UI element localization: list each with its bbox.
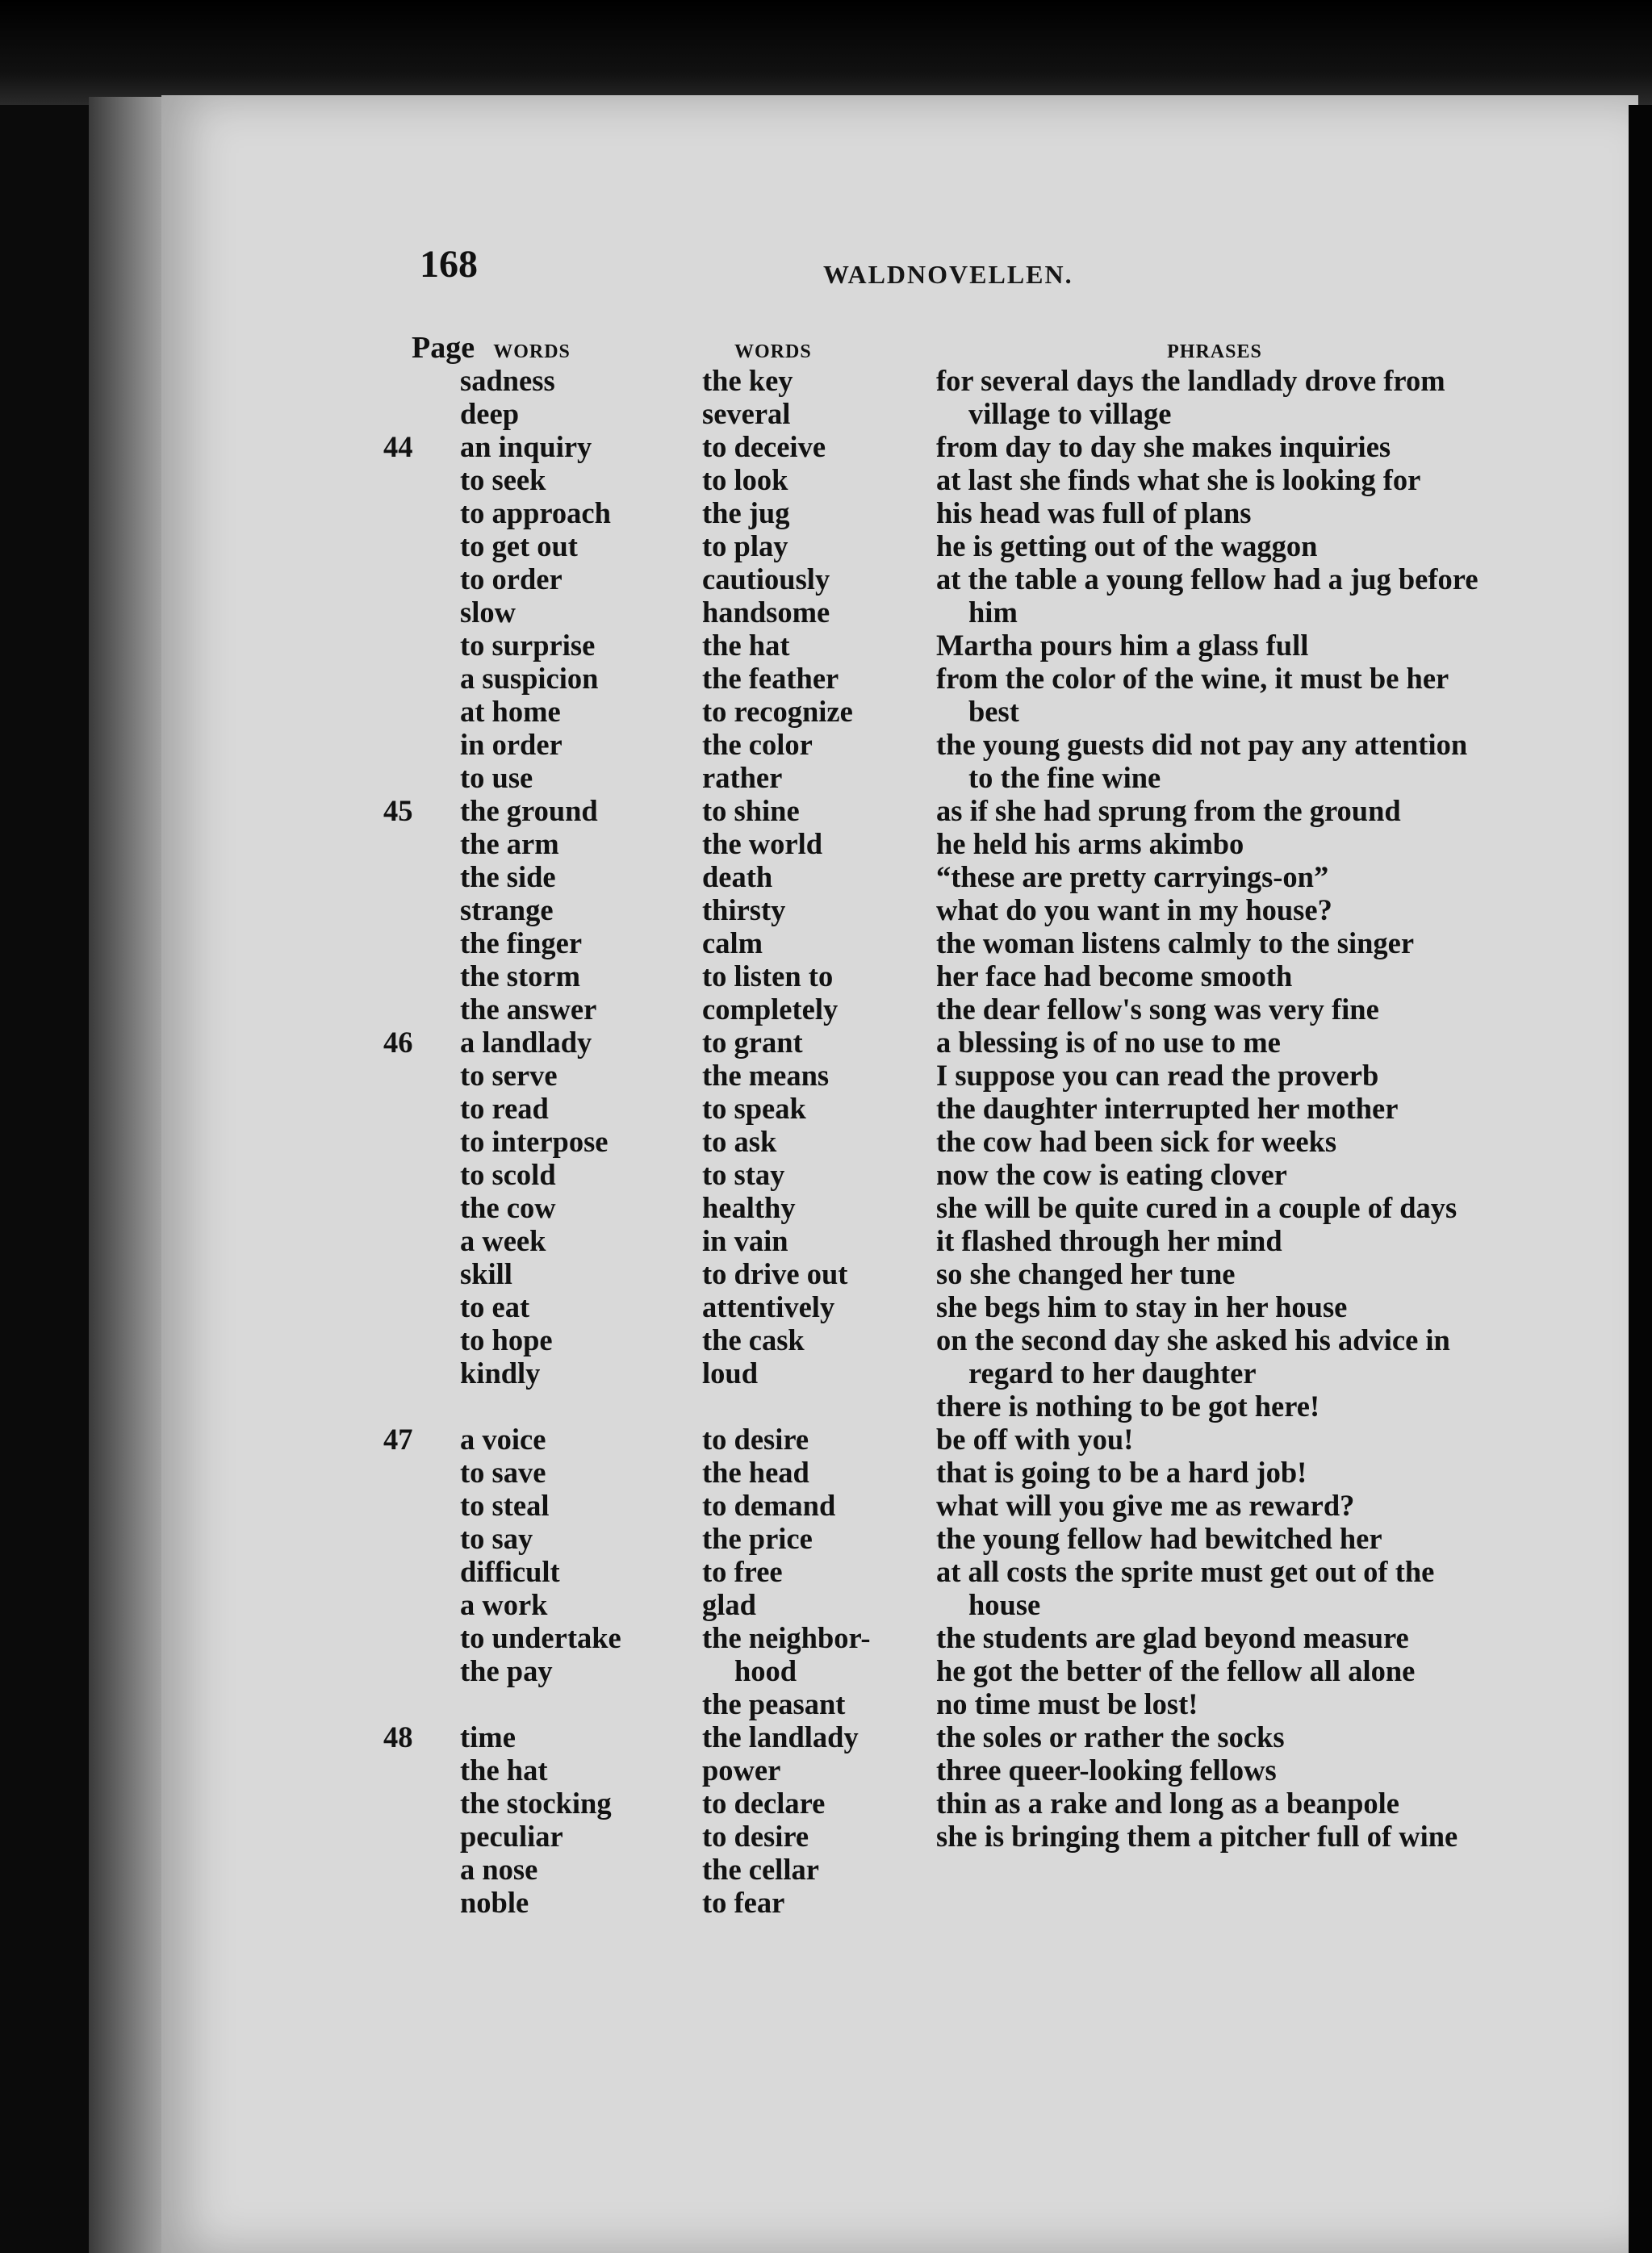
word-entry	[412, 1555, 654, 1588]
word-text: to drive out	[702, 1257, 848, 1290]
word-entry	[412, 529, 654, 562]
phrase-text: from the color of the wine, it must be her best	[936, 662, 1449, 728]
phrase-text: on the second day she asked his advice in regard to her daughter	[936, 1323, 1450, 1390]
word-text: to save	[460, 1456, 546, 1489]
word-text: a work	[460, 1588, 548, 1621]
word-entry	[383, 430, 654, 463]
word-entry	[412, 562, 654, 596]
word-text: to shine	[702, 794, 800, 827]
word-text: the neighbor-	[702, 1621, 871, 1654]
word-text: to interpose	[460, 1125, 609, 1158]
word-entry	[412, 1456, 654, 1489]
phrase-text: he got the better of the fellow all alone	[936, 1654, 1416, 1687]
phrase-text: at last she finds what she is looking for	[936, 463, 1421, 496]
word-entry	[412, 827, 654, 860]
word-text: the key	[702, 364, 793, 397]
word-text: the jug	[702, 496, 790, 529]
word-entry	[412, 860, 654, 893]
word-text: healthy	[702, 1191, 796, 1224]
word-text	[412, 1687, 460, 1720]
page-reference: 48	[383, 1720, 413, 1753]
word-entry	[412, 1787, 654, 1820]
word-entry	[412, 695, 654, 728]
word-entry	[412, 728, 654, 761]
word-text: to use	[460, 761, 533, 794]
word-text: glad	[702, 1588, 756, 1621]
word-text: to order	[460, 562, 563, 596]
page-heading: Page	[412, 331, 475, 365]
word-text: the feather	[702, 662, 839, 695]
page-reference: 47	[383, 1423, 413, 1456]
word-text: the cellar	[702, 1853, 819, 1886]
word-text: the hat	[702, 629, 790, 662]
word-text: to say	[460, 1522, 533, 1555]
word-entry	[412, 662, 654, 695]
phrases-heading: PHRASES	[1167, 341, 1262, 362]
word-entry	[412, 496, 654, 529]
phrase-text: thin as a rake and long as a beanpole	[936, 1787, 1399, 1820]
phrase-text: be off with you!	[936, 1423, 1134, 1456]
scan-top-border	[0, 0, 1652, 105]
phrase-text: the young fellow had bewitched her	[936, 1522, 1382, 1555]
phrases-column	[936, 331, 1493, 1853]
phrase-text: what do you want in my house?	[936, 893, 1332, 926]
word-text: to declare	[702, 1787, 826, 1820]
word-entry	[412, 1390, 654, 1423]
running-title: WALDNOVELLEN.	[823, 260, 1073, 289]
word-text: to play	[702, 529, 788, 562]
word-text: the pay	[460, 1654, 553, 1687]
word-text: the stocking	[460, 1787, 612, 1820]
words-heading: WORDS	[493, 341, 571, 362]
word-text: hood	[734, 1654, 797, 1687]
word-text: kindly	[460, 1356, 541, 1390]
phrase-text: what will you give me as reward?	[936, 1489, 1355, 1522]
word-text: the storm	[460, 959, 580, 993]
column-heading-row	[702, 331, 936, 364]
word-entry	[412, 463, 654, 496]
word-entry	[412, 959, 654, 993]
phrase-text: the woman listens calmly to the singer	[936, 926, 1415, 959]
page-header	[420, 242, 1550, 307]
word-text: to approach	[460, 496, 611, 529]
word-text: handsome	[702, 596, 830, 629]
word-entry	[412, 596, 654, 629]
word-text: strange	[460, 893, 554, 926]
words-column-1	[383, 331, 654, 1919]
word-text: the head	[702, 1456, 809, 1489]
word-text: noble	[460, 1886, 529, 1919]
word-entry	[412, 1522, 654, 1555]
word-text: to listen to	[702, 959, 834, 993]
phrase-text: she is bringing them a pitcher full of wine	[936, 1820, 1458, 1853]
word-text: completely	[702, 993, 839, 1026]
word-entry	[412, 1886, 654, 1919]
page-reference: 46	[383, 1026, 413, 1059]
words-list-1	[383, 364, 654, 1919]
phrase-text: now the cow is eating clover	[936, 1158, 1287, 1191]
column-heading-row	[412, 331, 654, 364]
phrase-text: so she changed her tune	[936, 1257, 1236, 1290]
words-heading: WORDS	[734, 341, 812, 362]
word-text	[412, 1390, 460, 1423]
word-text: the answer	[460, 993, 597, 1026]
word-text: skill	[460, 1257, 512, 1290]
word-text: to hope	[460, 1323, 553, 1356]
word-text: a landlady	[460, 1026, 592, 1059]
word-text: to eat	[460, 1290, 530, 1323]
word-text: to deceive	[702, 430, 826, 463]
word-text: peculiar	[460, 1820, 563, 1853]
word-entry	[412, 1588, 654, 1621]
word-text: to recognize	[702, 695, 853, 728]
word-text: the arm	[460, 827, 559, 860]
word-text: to surprise	[460, 629, 596, 662]
word-text: death	[702, 860, 773, 893]
word-text: to demand	[702, 1489, 836, 1522]
word-entry	[412, 1356, 654, 1390]
word-text: to stay	[702, 1158, 785, 1191]
word-entry	[412, 926, 654, 959]
word-text: to undertake	[460, 1621, 621, 1654]
phrase-text: the cow had been sick for weeks	[936, 1125, 1337, 1158]
word-entry	[383, 1026, 654, 1059]
phrase-text: her face had become smooth	[936, 959, 1293, 993]
phrase-text: I suppose you can read the proverb	[936, 1059, 1379, 1092]
word-text: the finger	[460, 926, 583, 959]
phrase-text: a blessing is of no use to me	[936, 1026, 1281, 1059]
word-text: a week	[460, 1224, 546, 1257]
word-entry	[412, 1125, 654, 1158]
word-text: rather	[702, 761, 783, 794]
word-text: an inquiry	[460, 430, 592, 463]
word-text: sadness	[460, 364, 555, 397]
phrase-text: “these are pretty carryings-on”	[936, 860, 1329, 893]
word-entry	[383, 1720, 654, 1753]
word-entry	[412, 1191, 654, 1224]
word-text: thirsty	[702, 893, 786, 926]
word-entry	[412, 364, 654, 397]
word-entry	[412, 1621, 654, 1654]
word-text: the cask	[702, 1323, 805, 1356]
word-text: deep	[460, 397, 519, 430]
word-text: calm	[702, 926, 763, 959]
word-text: to read	[460, 1092, 549, 1125]
word-text: at home	[460, 695, 561, 728]
word-text: in vain	[702, 1224, 788, 1257]
word-entry	[412, 1257, 654, 1290]
word-text: power	[702, 1753, 781, 1787]
word-entry	[412, 397, 654, 430]
word-text: attentively	[702, 1290, 835, 1323]
phrase-text: that is going to be a hard job!	[936, 1456, 1307, 1489]
word-text: loud	[702, 1356, 758, 1390]
phrase-text: he held his arms akimbo	[936, 827, 1244, 860]
phrase-text: she begs him to stay in her house	[936, 1290, 1348, 1323]
word-text: the cow	[460, 1191, 556, 1224]
word-text: to steal	[460, 1489, 550, 1522]
word-entry	[412, 1489, 654, 1522]
page-reference: 44	[383, 430, 413, 463]
word-text: time	[460, 1720, 516, 1753]
word-text: in order	[460, 728, 563, 761]
word-text: to seek	[460, 463, 546, 496]
phrase-text: at the table a young fellow had a jug before him	[936, 562, 1478, 629]
word-text: to desire	[702, 1820, 809, 1853]
phrase-text: the dear fellow's song was very fine	[936, 993, 1379, 1026]
word-entry	[412, 1290, 654, 1323]
word-text: to get out	[460, 529, 578, 562]
word-entry	[412, 1820, 654, 1853]
word-text: to fear	[702, 1886, 785, 1919]
word-text: to serve	[460, 1059, 558, 1092]
word-text: the color	[702, 728, 813, 761]
phrase-text: for several days the landlady drove from village to village	[936, 364, 1445, 430]
word-entry	[412, 1323, 654, 1356]
word-entry	[412, 1224, 654, 1257]
word-text: to look	[702, 463, 788, 496]
phrase-text: Martha pours him a glass full	[936, 629, 1309, 662]
word-text: the hat	[460, 1753, 548, 1787]
word-text: the ground	[460, 794, 598, 827]
phrase-text: his head was full of plans	[936, 496, 1252, 529]
words-column-2	[702, 331, 936, 1919]
phrase-text: as if she had sprung from the ground	[936, 794, 1401, 827]
word-text: the world	[702, 827, 823, 860]
phrase-text: she will be quite cured in a couple of days	[936, 1191, 1458, 1224]
word-text: to grant	[702, 1026, 803, 1059]
word-entry	[412, 1753, 654, 1787]
word-text: a suspicion	[460, 662, 599, 695]
word-text: to desire	[702, 1423, 809, 1456]
word-entry	[383, 1423, 654, 1456]
phrase-text: the daughter interrupted her mother	[936, 1092, 1399, 1125]
phrase-text: the soles or rather the socks	[936, 1720, 1285, 1753]
phrase-text: at all costs the sprite must get out of the house	[936, 1555, 1435, 1621]
phrase-text: it flashed through her mind	[936, 1224, 1282, 1257]
word-text: the peasant	[702, 1687, 846, 1720]
word-text: the landlady	[702, 1720, 859, 1753]
word-text: cautiously	[702, 562, 830, 596]
phrase-text: three queer-looking fellows	[936, 1753, 1277, 1787]
word-text: a voice	[460, 1423, 546, 1456]
word-text: several	[702, 397, 791, 430]
phrase-text: he is getting out of the waggon	[936, 529, 1318, 562]
word-entry	[412, 993, 654, 1026]
word-text: the price	[702, 1522, 813, 1555]
word-entry	[412, 629, 654, 662]
phrases-list	[936, 364, 1493, 1853]
word-text: a nose	[460, 1853, 538, 1886]
word-text	[702, 1390, 936, 1423]
word-text: to scold	[460, 1158, 556, 1191]
word-entry	[383, 794, 654, 827]
word-entry	[412, 1687, 654, 1720]
word-entry	[412, 1092, 654, 1125]
word-text: difficult	[460, 1555, 560, 1588]
word-text: the side	[460, 860, 556, 893]
word-entry	[412, 1059, 654, 1092]
words-list-2	[702, 364, 936, 1919]
word-entry	[412, 1158, 654, 1191]
page-reference: 45	[383, 794, 413, 827]
word-text: to speak	[702, 1092, 806, 1125]
phrase-text: there is nothing to be got here!	[936, 1390, 1320, 1423]
column-heading-row	[936, 331, 1493, 364]
word-text: to free	[702, 1555, 783, 1588]
word-text: to ask	[702, 1125, 777, 1158]
phrase-text: the students are glad beyond measure	[936, 1621, 1409, 1654]
scan-right-border	[1629, 105, 1652, 2253]
word-text: slow	[460, 596, 516, 629]
phrase-text: from day to day she makes inquiries	[936, 430, 1391, 463]
page-number: 168	[420, 243, 478, 286]
word-text: the means	[702, 1059, 830, 1092]
phrase-text: the young guests did not pay any attention to the fine wine	[936, 728, 1468, 794]
word-entry	[412, 1853, 654, 1886]
word-entry	[412, 1654, 654, 1687]
word-entry	[412, 761, 654, 794]
word-entry	[412, 893, 654, 926]
phrase-text: no time must be lost!	[936, 1687, 1198, 1720]
